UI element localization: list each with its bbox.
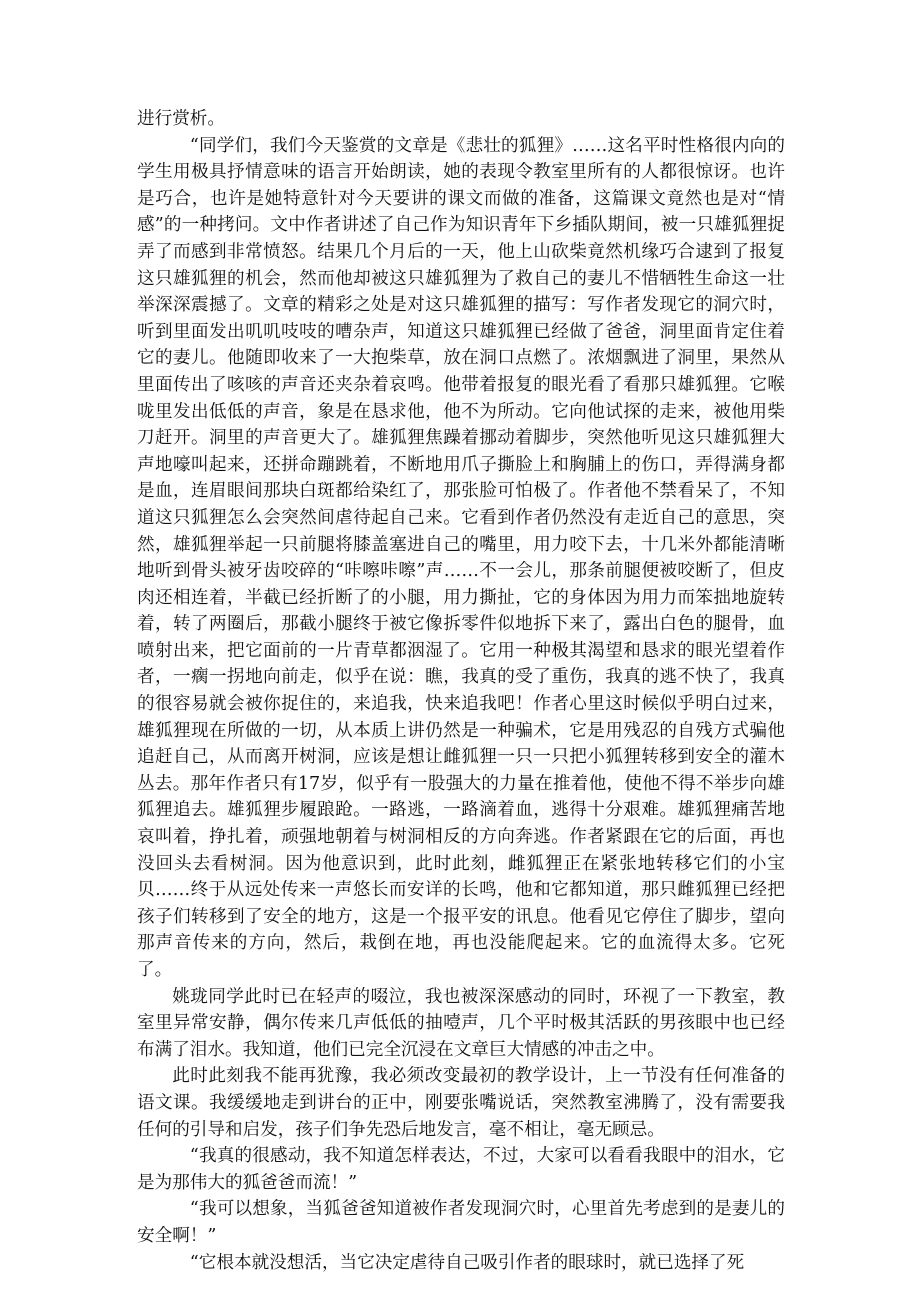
paragraph-student-quote-2: “我可以想象，当狐爸爸知道被作者发现洞穴时，心里首先考虑到的是妻儿的安全啊！” bbox=[137, 1199, 785, 1246]
paragraph-decision: 此时此刻我不能再犹豫，我必须改变最初的教学设计，上一节没有任何准备的语文课。我缓缓地走到讲台的正中，刚要张嘴说话，突然教室沸腾了，没有需要我任何的引导和启发，孩子们争先恐后地发言，毫不相让，毫无顾忌。 bbox=[137, 1066, 785, 1140]
paragraph-student-quote-3: “它根本就没想活，当它决定虐待自己吸引作者的眼球时，就已选择了死 bbox=[189, 1252, 745, 1273]
paragraph-student-quote-1: “我真的很感动，我不知道怎样表达，不过，大家可以看看我眼中的泪水，它是为那伟大的狐爸爸而流！” bbox=[137, 1146, 785, 1193]
paragraph-classroom: 姚珑同学此时已在轻声的啜泣，我也被深深感动的同时，环视了一下教室，教室里异常安静，偶尔传来几声低低的抽噎声，几个平时极其活跃的男孩眼中也已经布满了泪水。我知道，他们已完全沉浸在文章巨大情感的冲击之中。 bbox=[137, 986, 785, 1060]
document-page bbox=[137, 106, 785, 1276]
paragraph-story: “同学们，我们今天鉴赏的文章是《悲壮的狐狸》……这名平时性格很内向的学生用极具抒情意味的语言开始朗读，她的表现令教室里所有的人都很惊讶。也许是巧合，也许是她特意针对今天要讲的课文而做的准备，这篇课文竟然也是对“情感”的一种拷问。文中作者讲述了自己作为知识青年下乡插队期间，被一只雄狐狸捉弄了而感到非常愤怒。结果几个月后的一天，他上山砍柴竟然机缘巧合逮到了报复这只雄狐狸的机会，然而他却被这只雄狐狸为了救自己的妻儿不惜牺牲生命这一壮举深深震撼了。文章的精彩之处是对这只雄狐狸的描写：写作者发现它的洞穴时，听到里面发出叽叽吱吱的嘈杂声，知道这只雄狐狸已经做了爸爸，洞里面肯定住着它的妻儿。他随即收来了一大抱柴草，放在洞口点燃了。浓烟飘进了洞里，果然从里面传出了咳咳的声音还夹杂着哀鸣。他带着报复的眼光看了看那只雄狐狸。它喉咙里发出低低的声音，象是在恳求他，他不为所动。它向他试探的走来，被他用柴刀赶开。洞里的声音更大了。雄狐狸焦躁着挪动着脚步，突然他听见这只雄狐狸大声地嚎叫起来，还拼命蹦跳着，不断地用爪子撕脸上和胸脯上的伤口，弄得满身都是血，连眉眼间那块白斑都给染红了，那张脸可怕极了。作者他不禁看呆了，不知道这只狐狸怎么会突然间虐待起自己来。它看到作者仍然没有走近自己的意思，突然，雄狐狸举起一只前腿将膝盖塞进自己的嘴里，用力咬下去，十几米外都能清晰地听到骨头被牙齿咬碎的“咔嚓咔嚓”声……不一会儿，那条前腿便被咬断了，但皮肉还相连着，半截已经折断了的小腿，用力撕扯，它的身体因为用力而笨拙地旋转着，转了两圈后，那截小腿终于被它像拆零件似地拆下来了，露出白色的腿骨，血喷射出来，把它面前的一片青草都洇湿了。它用一种极其渴望和恳求的眼光望着作者，一瘸一拐地向前走，似乎在说：瞧，我真的受了重伤，我真的逃不快了，我真的很容易就会被你捉住的，来追我，快来追我吧！作者心里这时候似乎明白过来，雄狐狸现在所做的一切，从本质上讲仍然是一种骗术，它是用残忍的自残方式骗他追赶自己，从而离开树洞，应该是想让雌狐狸一只一只把小狐狸转移到安全的灌木丛去。那年作者只有17岁，似乎有一股强大的力量在推着他，使他不得不举步向雄狐狸追去。雄狐狸步履踉跄。一路逃，一路滴着血，逃得十分艰难。雄狐狸痛苦地哀叫着，挣扎着，顽强地朝着与树洞相反的方向奔逃。作者紧跟在它的后面，再也没回头去看树洞。因为他意识到，此时此刻，雌狐狸正在紧张地转移它们的小宝贝……终于从远处传来一声悠长而安详的长鸣，他和它都知道，那只雌狐狸已经把孩子们转移到了安全的地方，这是一个报平安的讯息。他看见它停住了脚步，望向那声音传来的方向，然后，栽倒在地，再也没能爬起来。它的血流得太多。它死了。 bbox=[137, 135, 785, 980]
paragraph-intro: 进行赏析。 bbox=[137, 109, 225, 129]
